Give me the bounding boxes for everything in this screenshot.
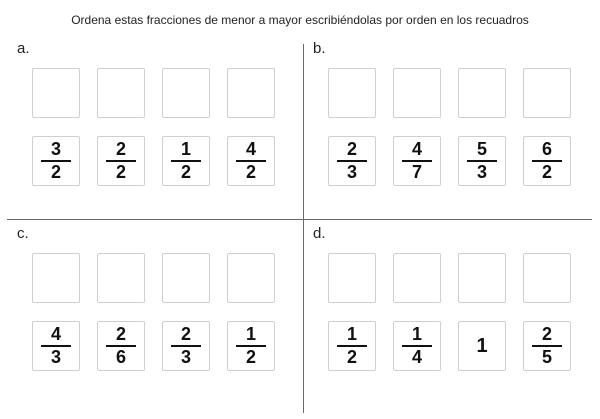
answer-box[interactable] [328,253,376,303]
fraction [401,325,433,367]
fraction-card [97,321,145,371]
numerator: 1 [346,324,357,344]
fraction [105,140,137,182]
fraction-card [328,136,376,186]
denominator: 3 [50,347,61,367]
answer-box[interactable] [227,68,275,118]
fraction-card [162,136,210,186]
numerator: 6 [541,139,552,159]
fraction-card [523,136,571,186]
answer-box[interactable] [32,68,80,118]
numerator: 2 [115,139,126,159]
numerator: 2 [115,324,126,344]
denominator: 2 [346,347,357,367]
numerator: 3 [50,139,61,159]
quadrant-2 [7,220,297,404]
quadrant-label: d. [313,225,326,242]
denominator: 2 [180,162,191,182]
denominator: 2 [115,162,126,182]
fraction-card [162,321,210,371]
answer-box[interactable] [393,253,441,303]
fraction [401,140,433,182]
numerator: 4 [245,139,256,159]
answer-box[interactable] [227,253,275,303]
fraction-card [523,321,571,371]
fraction [336,325,368,367]
fraction [531,140,563,182]
fraction-card [328,321,376,371]
numerator: 2 [180,324,191,344]
answer-box[interactable] [328,68,376,118]
fraction [170,325,202,367]
numerator: 1 [245,324,256,344]
fraction-card [32,321,80,371]
fraction-card [227,136,275,186]
fraction-card [393,321,441,371]
numerator: 4 [411,139,422,159]
fraction-card [32,136,80,186]
fraction [105,325,137,367]
quadrant-1 [303,35,593,219]
numerator: 5 [476,139,487,159]
denominator: 3 [180,347,191,367]
answer-box[interactable] [393,68,441,118]
fraction [235,325,267,367]
answer-box[interactable] [32,253,80,303]
numerator: 1 [411,324,422,344]
quadrant-0 [7,35,297,219]
denominator: 3 [476,162,487,182]
fraction-card [458,136,506,186]
numerator: 1 [180,139,191,159]
denominator: 3 [346,162,357,182]
fraction-card [458,321,506,371]
answer-box[interactable] [523,253,571,303]
answer-box[interactable] [458,68,506,118]
denominator: 6 [115,347,126,367]
fraction [466,140,498,182]
denominator: 7 [411,162,422,182]
fraction [336,140,368,182]
answer-box[interactable] [458,253,506,303]
denominator: 2 [245,347,256,367]
worksheet-grid [7,35,592,413]
numerator: 2 [346,139,357,159]
answer-box[interactable] [97,253,145,303]
quadrant-label: a. [17,40,30,57]
fraction [40,325,72,367]
fraction [40,140,72,182]
answer-box[interactable] [162,68,210,118]
fraction-card [393,136,441,186]
fraction-card [227,321,275,371]
instruction-text: Ordena estas fracciones de menor a mayor escribiéndolas por orden en los recuadros [71,13,529,27]
numerator: 2 [541,324,552,344]
quadrant-3 [303,220,593,404]
denominator: 4 [411,347,422,367]
fraction [531,325,563,367]
denominator: 5 [541,347,552,367]
denominator: 2 [541,162,552,182]
fraction [235,140,267,182]
whole-number: 1 [476,334,488,357]
numerator: 4 [50,324,61,344]
answer-box[interactable] [97,68,145,118]
fraction-card [97,136,145,186]
answer-box[interactable] [162,253,210,303]
denominator: 2 [245,162,256,182]
answer-box[interactable] [523,68,571,118]
quadrant-label: c. [17,225,29,242]
fraction [170,140,202,182]
quadrant-label: b. [313,40,326,57]
denominator: 2 [50,162,61,182]
